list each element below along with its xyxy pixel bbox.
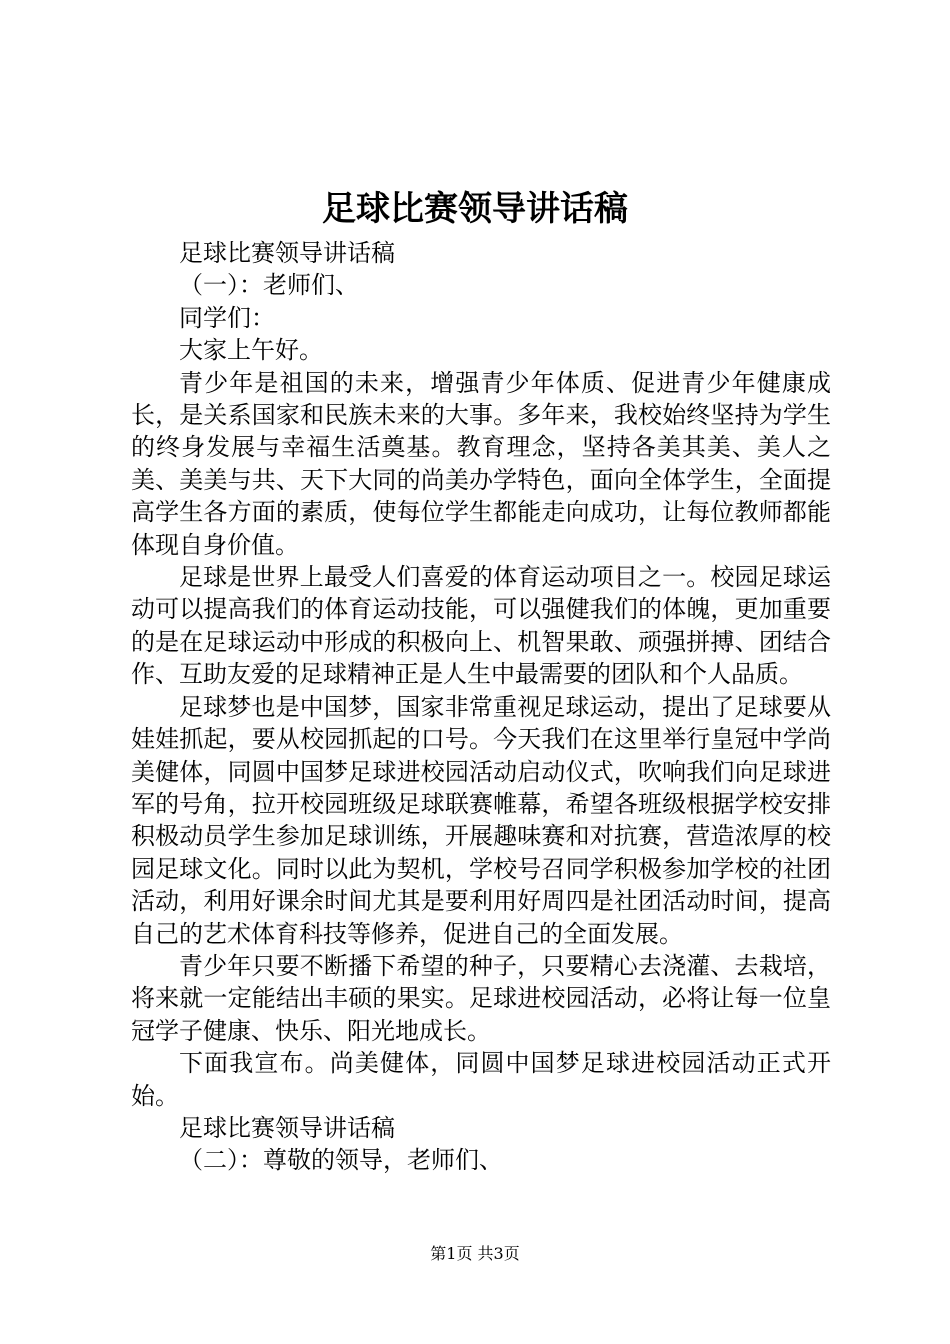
paragraph: 下面我宣布。尚美健体，同圆中国梦足球进校园活动正式开始。 (131, 1049, 831, 1110)
paragraph: 青少年只要不断播下希望的种子，只要精心去浇灌、去栽培，将来就一定能结出丰硕的果实。足球进校园活动，必将让每一位皇冠学子健康、快乐、阳光地成长。 (131, 951, 831, 1045)
paragraph: 足球比赛领导讲话稿 (179, 239, 395, 267)
document-body (131, 237, 831, 1177)
paragraph: 足球是世界上最受人们喜爱的体育运动项目之一。校园足球运动可以提高我们的体育运动技能，可以强健我们的体魄，更加重要的是在足球运动中形成的积极向上、机智果敢、顽强拼搏、团结合作、互助友爱的足球精神正是人生中最需要的团队和个人品质。 (131, 563, 831, 689)
paragraph: 足球比赛领导讲话稿 (179, 1113, 395, 1142)
paragraph: 青少年是祖国的未来，增强青少年体质、促进青少年健康成长，是关系国家和民族未来的大事。多年来，我校始终坚持为学生的终身发展与幸福生活奠基。教育理念，坚持各美其美、美人之美、美美与共、天下大同的尚美办学特色，面向全体学生，全面提高学生各方面的素质，使每位学生都能走向成功，让每位教师都能体现自身价值。 (131, 368, 831, 559)
document-title: 足球比赛领导讲话稿 (322, 189, 628, 229)
paragraph: （一）：老师们、 (179, 271, 359, 300)
paragraph: 大家上午好。 (179, 336, 323, 365)
paragraph: （二）：尊敬的领导，老师们、 (179, 1146, 503, 1175)
page-number-footer: 第1页 共3页 (430, 1244, 520, 1263)
paragraph: 足球梦也是中国梦，国家非常重视足球运动，提出了足球要从娃娃抓起，要从校园抓起的口号。今天我们在这里举行皇冠中学尚美健体，同圆中国梦足球进校园活动启动仪式，吹响我们向足球进军的号角，拉开校园班级足球联赛帷幕，希望各班级根据学校安排积极动员学生参加足球训练，开展趣味赛和对抗赛，营造浓厚的校园足球文化。同时以此为契机，学校号召同学积极参加学校的社团活动，利用好课余时间尤其是要利用好周四是社团活动时间，提高自己的艺术体育科技等修养，促进自己的全面发展。 (131, 692, 831, 948)
paragraph: 同学们： (179, 303, 275, 332)
